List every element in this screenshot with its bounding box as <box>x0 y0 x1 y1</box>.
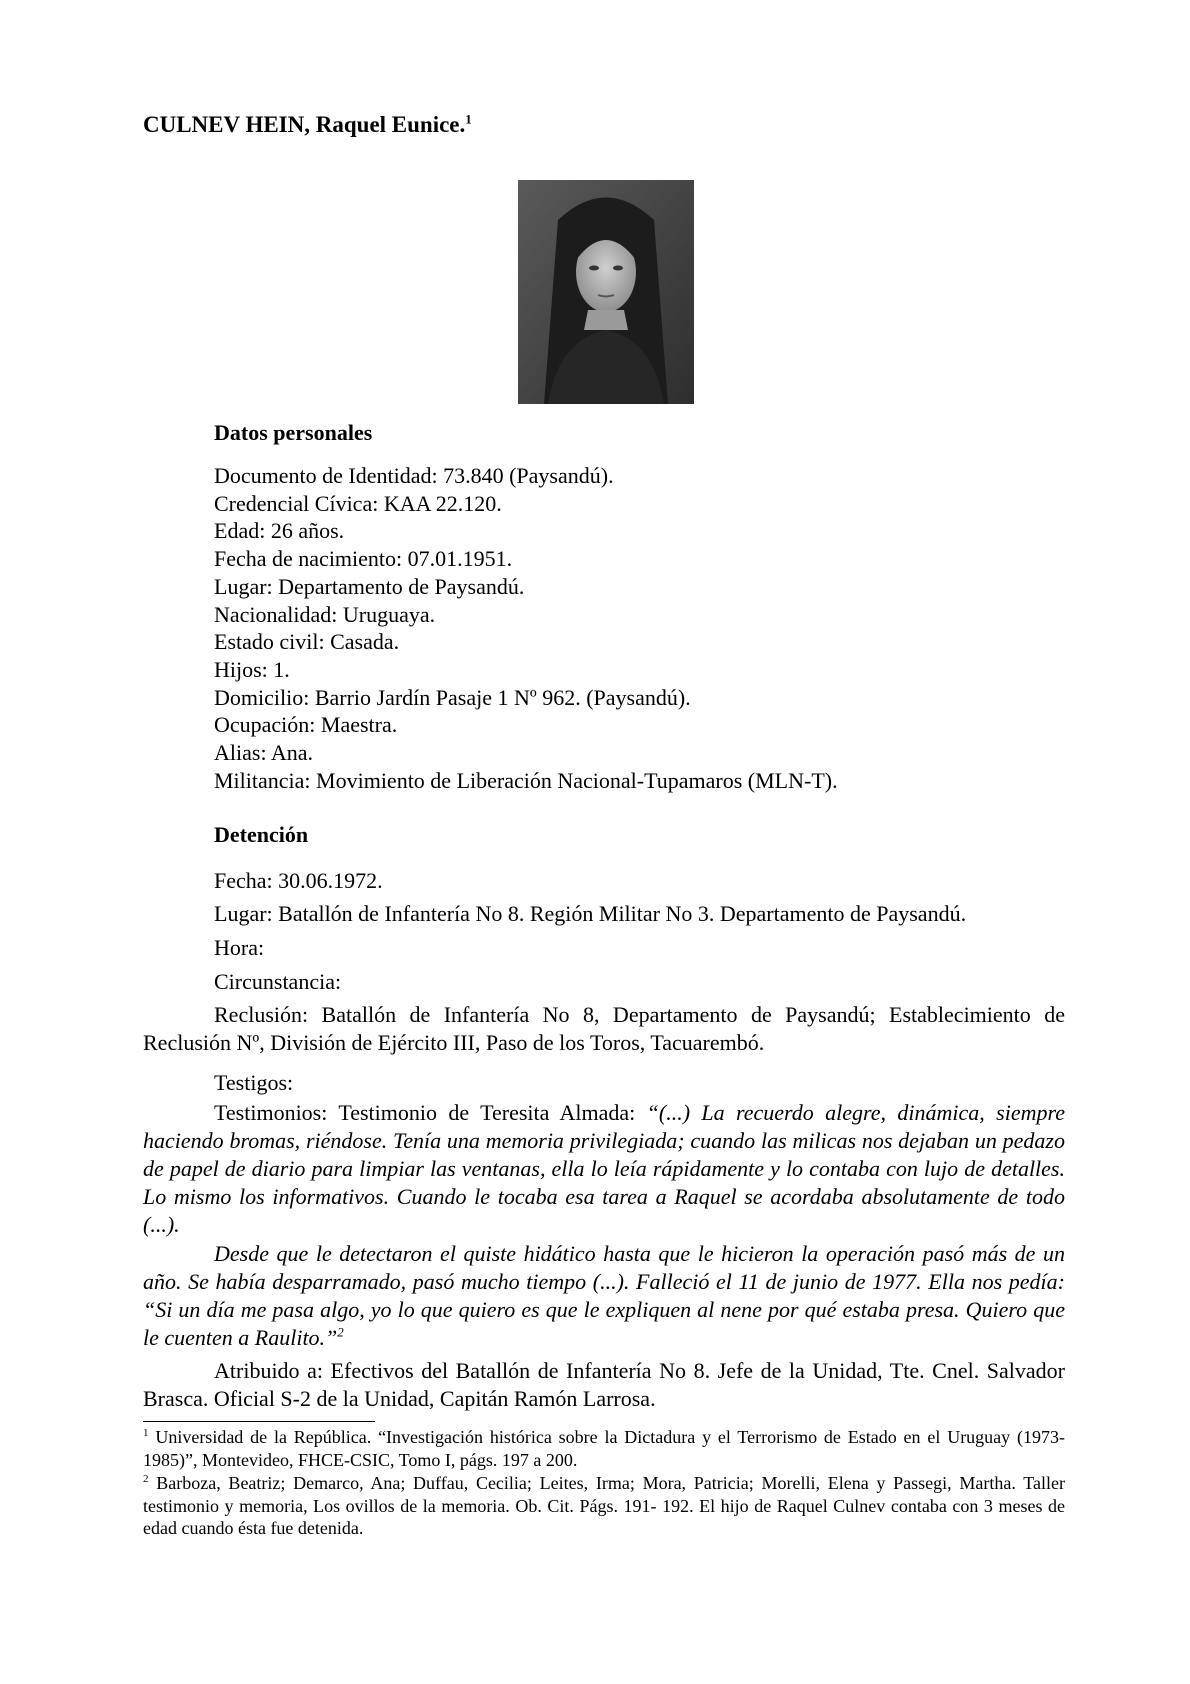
footnote-1-text: Universidad de la República. “Investigación histórica sobre la Dictadura y el Terrorismo de Estado en el Uruguay (1973-1985)”, Montevideo, FHCE-CSIC, Tomo I, págs. 197 a 200. <box>143 1427 1065 1470</box>
testimonios-paragraph <box>143 1099 1065 1239</box>
detencion-circunstancia: Circunstancia: <box>214 969 342 994</box>
detencion-heading: Detención <box>214 822 309 847</box>
datos-line: Documento de Identidad: 73.840 (Paysandú). <box>214 463 614 488</box>
portrait-photo <box>518 180 694 404</box>
footnote-ref-1: 1 <box>465 111 472 127</box>
datos-line: Nacionalidad: Uruguaya. <box>214 601 436 627</box>
atribuido-paragraph: Atribuido a: Efectivos del Batallón de Infantería No 8. Jefe de la Unidad, Tte. Cnel. Salvador Brasca. Oficial S-2 de la Unidad, Capitán Ramón Larrosa. <box>143 1358 1065 1411</box>
footnote-1 <box>143 1426 1065 1471</box>
footnote-2-ref: 2 <box>143 1473 149 1485</box>
detencion-fecha: Fecha: 30.06.1972. <box>214 868 383 893</box>
testimonios-lead: Testimonios: Testimonio de Teresita Almada: <box>214 1100 647 1125</box>
datos-line: Hijos: 1. <box>214 656 290 682</box>
datos-personales-heading: Datos personales <box>214 420 373 445</box>
detencion-lugar: Lugar: Batallón de Infantería No 8. Región Militar No 3. Departamento de Paysandú. <box>214 901 967 926</box>
page-title <box>143 112 472 138</box>
datos-line: Credencial Cívica: KAA 22.120. <box>214 490 502 516</box>
testimonios-paragraph-2 <box>143 1240 1065 1352</box>
datos-personales-list <box>214 462 838 794</box>
footnote-2-text: Barboza, Beatriz; Demarco, Ana; Duffau, Cecilia; Leites, Irma; Mora, Patricia; Morelli, Elena y Passegi, Martha. Taller testimonio y memoria, Los ovillos de la memoria. Ob. Cit. Págs. 191- 192. El hijo de Raquel Culnev contaba con 3 meses de edad cuando ésta fue detenida. <box>143 1473 1065 1538</box>
title-text: CULNEV HEIN, Raquel Eunice. <box>143 112 466 137</box>
datos-line: Militancia: Movimiento de Liberación Nacional-Tupamaros (MLN-T). <box>214 767 838 793</box>
datos-line: Estado civil: Casada. <box>214 629 400 655</box>
detencion-testigos: Testigos: <box>214 1070 294 1095</box>
datos-line: Lugar: Departamento de Paysandú. <box>214 573 525 599</box>
datos-line: Fecha de nacimiento: 07.01.1951. <box>214 546 513 572</box>
portrait-illustration <box>518 180 694 404</box>
detencion-hora: Hora: <box>214 935 265 960</box>
footnote-separator <box>143 1421 375 1422</box>
detencion-reclusion: Reclusión: Batallón de Infantería No 8, Departamento de Paysandú; Establecimiento de Reclusión Nº, División de Ejército III, Paso de los Toros, Tacuarembó. <box>143 1002 1065 1055</box>
testimonios-quote-2: Desde que le detectaron el quiste hidático hasta que le hicieron la operación pasó más de un año. Se había desparramado, pasó mucho tiempo (...). Falleció el 11 de junio de 1977. Ella nos pedía: “Si un día me pasa algo, yo lo que quiero es que le expliquen al nene por qué estaba presa. Quiero que le cuenten a Raulito.” <box>143 1241 1065 1350</box>
testimonios-quote: “(...) La recuerdo alegre, dinámica, siempre haciendo bromas, riéndose. Tenía una memoria privilegiada; cuando las milicas nos dejaban un pedazo de papel de diario para limpiar las ventanas, ella lo leía rápidamente y lo contaba con lujo de detalles. Lo mismo los informativos. Cuando le tocaba esa tarea a Raquel se acordaba absolutamente de todo (...). <box>143 1100 1065 1237</box>
footnote-ref-2: 2 <box>337 1324 344 1340</box>
datos-line: Alias: Ana. <box>214 740 313 766</box>
datos-line: Ocupación: Maestra. <box>214 712 398 738</box>
datos-line: Edad: 26 años. <box>214 518 345 544</box>
footnote-2 <box>143 1472 1065 1540</box>
datos-line: Domicilio: Barrio Jardín Pasaje 1 Nº 962. (Paysandú). <box>214 684 691 710</box>
footnote-1-ref: 1 <box>143 1427 149 1439</box>
